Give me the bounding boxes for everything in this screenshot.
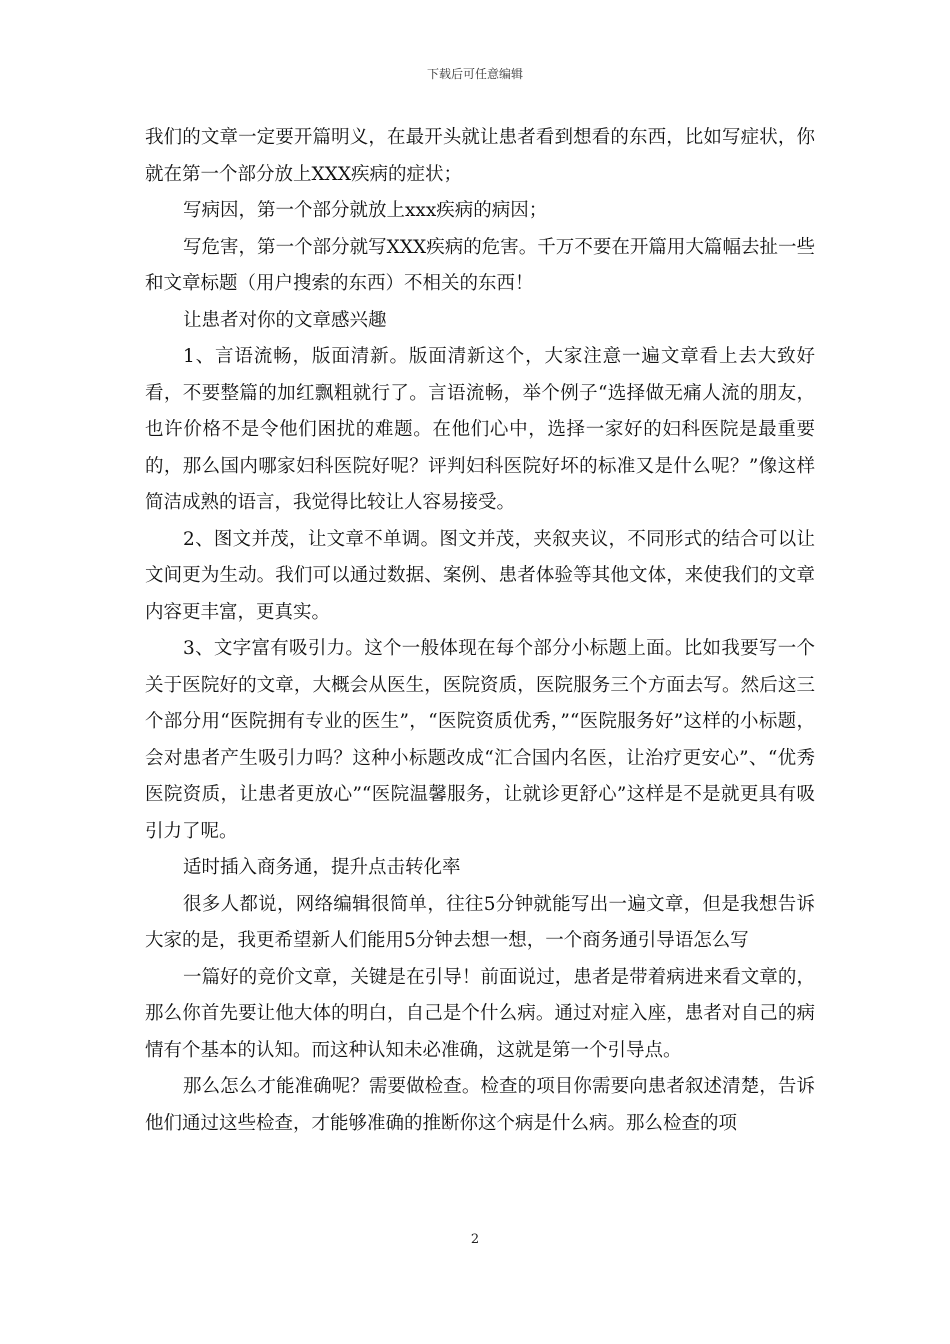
paragraph-point-2: 2、图文并茂，让文章不单调。图文并茂，夹叙夹议，不同形式的结合可以让文间更为生动。我们可以通过数据、案例、患者体验等其他文体，来使我们的文章内容更丰富，更真实。: [145, 528, 815, 623]
paragraph-11: 那么怎么才能准确呢？需要做检查。检查的项目你需要向患者叙述清楚，告诉他们通过这些检查，才能够准确的推断你这个病是什么病。那么检查的项: [145, 1076, 815, 1134]
paragraph-2: 写病因，第一个部分就放上xxx疾病的病因；: [183, 200, 548, 221]
document-body: [145, 120, 815, 1142]
section-heading-interest: 让患者对你的文章感兴趣: [183, 309, 387, 331]
section-heading-conversion: 适时插入商务通，提升点击转化率: [183, 857, 461, 878]
paragraph-point-1: 1、言语流畅，版面清新。版面清新这个，大家注意一遍文章看上去大致好看，不要整篇的加红飘粗就行了。言语流畅，举个例子“选择做无痛人流的朋友，也许价格不是令他们困扰的难题。在他们心中，选择一家好的妇科医院是最重要的，那么国内哪家妇科医院好呢？评判妇科医院好坏的标准又是什么呢？”像这样简洁成熟的语言，我觉得比较让人容易接受。: [145, 346, 815, 513]
page-number: 2: [470, 1232, 480, 1247]
paragraph-10: 一篇好的竞价文章，关键是在引导！前面说过，患者是带着病进来看文章的，那么你首先要让他大体的明白，自己是个什么病。通过对症入座，患者对自己的病情有个基本的认知。而这种认知未必准确，这就是第一个引导点。: [145, 966, 815, 1061]
page-header: 下载后可任意编辑: [426, 67, 523, 81]
paragraph-point-3: 3、文字富有吸引力。这个一般体现在每个部分小标题上面。比如我要写一个关于医院好的文章，大概会从医生，医院资质，医院服务三个方面去写。然后这三个部分用“医院拥有专业的医生”，“医院资质优秀，”“医院服务好”这样的小标题，会对患者产生吸引力吗？这种小标题改成“汇合国内名医，让治疗更安心”、“优秀医院资质，让患者更放心”“医院温馨服务，让就诊更舒心”这样是不是就更具有吸引力了呢。: [145, 638, 815, 842]
paragraph-3: 写危害，第一个部分就写XXX疾病的危害。千万不要在开篇用大篇幅去扯一些和文章标题（用户搜索的东西）不相关的东西！: [145, 236, 815, 294]
paragraph-9: 很多人都说，网络编辑很简单，往往5分钟就能写出一遍文章，但是我想告诉大家的是，我更希望新人们能用5分钟去想一想，一个商务通引导语怎么写: [145, 893, 815, 951]
paragraph-1: 我们的文章一定要开篇明义，在最开头就让患者看到想看的东西，比如写症状，你就在第一个部分放上XXX疾病的症状；: [145, 127, 815, 185]
